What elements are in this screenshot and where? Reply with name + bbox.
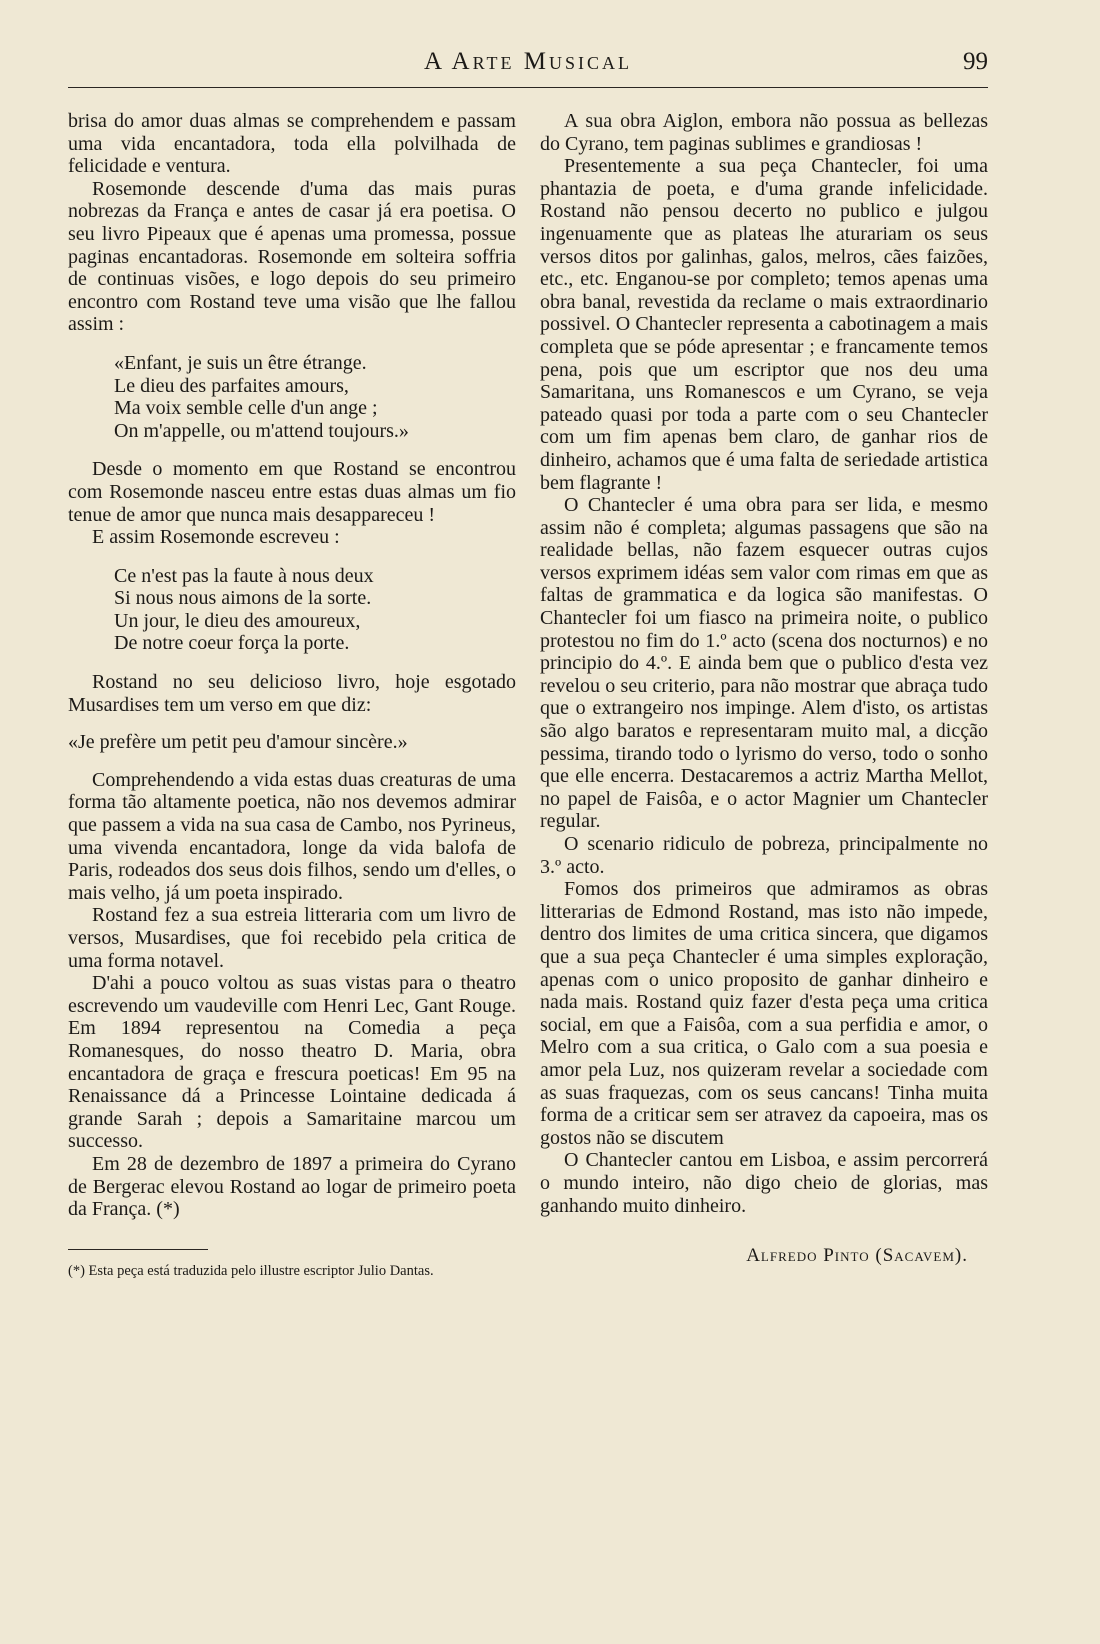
verse-line: De notre coeur força la porte. bbox=[114, 632, 350, 655]
verse-line: «Enfant, je suis un être étrange. bbox=[114, 351, 367, 374]
paragraph: Comprehendendo a vida estas duas creaturas de uma forma tão altamente poetica, não nos devemos admirar que passem a vida na sua casa de Cambo, nos Pyrineus, uma vivenda encantadora, longe da vida balofa de Paris, rodeados dos seus dois filhos, sendo um d'elles, o mais velho, já um poeta inspirado. bbox=[68, 768, 516, 904]
paragraph: A sua obra Aiglon, embora não possua as bellezas do Cyrano, tem paginas sublimes e grandiosas ! bbox=[540, 110, 988, 155]
header-rule bbox=[68, 87, 988, 88]
paragraph: Rostand no seu delicioso livro, hoje esgotado Musardises tem um verso em que diz: bbox=[68, 671, 516, 716]
quote-line: «Je prefère um petit peu d'amour sincère.» bbox=[68, 731, 408, 754]
paragraph: O Chantecler cantou em Lisboa, e assim percorrerá o mundo inteiro, não digo cheio de glorias, mas ganhando muito dinheiro. bbox=[540, 1149, 988, 1217]
paragraph: Fomos dos primeiros que admiramos as obras litterarias de Edmond Rostand, mas isto não impede, dentro dos limites de uma critica sincera, que digamos que a sua peça Chantecler é uma simples exploração, apenas com o unico proposito de ganhar dinheiro e nada mais. Rostand quiz fazer d'esta peça uma critica social, em que a Faisôa, com a sua perfidia e amor, o Melro com a sua critica, o Galo com a sua poesia e amor pela Luz, nos quizeram revelar a sociedade com as suas fraquezas, com os seus cancans! Tinha muita forma de a criticar sem ser atravez da capoeira, mas os gostos não se discutem bbox=[540, 878, 988, 1149]
paragraph: D'ahi a pouco voltou as suas vistas para o theatro escrevendo um vaudeville com Henri Lec, Gant Rouge. Em 1894 representou na Comedia a peça Romanesques, do nosso theatro D. Maria, obra encantadora de graça e frescura poeticas! Em 95 na Renaissance dá a Princesse Lointaine dedicada á grande Sarah ; depois a Samaritaine marcou um successo. bbox=[68, 972, 516, 1153]
paragraph: Presentemente a sua peça Chantecler, foi uma phantazia de poeta, e d'uma grande infelicidade. Rostand não pensou decerto no publico e julgou ingenuamente que as plateas lhe aturariam os seus versos ditos por galinhas, galos, melros, cães faizões, etc., etc. Enganou-se por completo; temos apenas uma obra banal, revestida da reclame o mais extraordinario possivel. O Chantecler representa a cabotinagem a mais completa que se póde apresentar ; e francamente temos pena, pois que um escriptor que nos deu uma Samaritana, uns Romanescos e um Cyrano, se veja pateado quasi por toda a parte com o seu Chantecler com um fim apenas bem claro, de ganhar rios de dinheiro, achamos que é uma falta de seriedade artistica bem flagrante ! bbox=[540, 155, 988, 494]
verse-line: Ce n'est pas la faute à nous deux bbox=[114, 564, 374, 587]
verse-line: Si nous nous aimons de la sorte. bbox=[114, 587, 372, 610]
paragraph: brisa do amor duas almas se comprehendem e passam uma vida encantadora, toda ella polvilhada de felicidade e ventura. bbox=[68, 110, 516, 178]
verse-line: On m'appelle, ou m'attend toujours.» bbox=[114, 419, 409, 442]
paragraph: O scenario ridiculo de pobreza, principalmente no 3.º acto. bbox=[540, 833, 988, 878]
right-column bbox=[540, 110, 988, 1268]
left-column bbox=[68, 110, 516, 1280]
verse-line: Ma voix semble celle d'un ange ; bbox=[114, 397, 378, 420]
paragraph: O Chantecler é uma obra para ser lida, e mesmo assim não é completa; algumas passagens que são na realidade bellas, não fazem esquecer outras cujos versos exprimem idéas sem valor com rimas em que as faltas de grammatica e da logica são manifestas. O Chantecler foi um fiasco na primeira noite, o publico protestou no fim do 1.º acto (scena dos nocturnos) e no principio do 4.º. E ainda bem que o publico d'esta vez revelou o seu criterio, para não mostrar que abraça tudo que o extrangeiro nos impinge. Alem d'isto, os artistas são algo baratos e representaram muito mal, a dicção pessima, tirando todo o lyrismo do verso, todo o sonho que elle encerra. Destacaremos a actriz Martha Mellot, no papel de Faisôa, e o actor Magnier um Chantecler regular. bbox=[540, 494, 988, 833]
paragraph: Rostand fez a sua estreia litteraria com um livro de versos, Musardises, que foi recebido pela critica de uma forma notavel. bbox=[68, 904, 516, 972]
verse-quote bbox=[114, 352, 516, 442]
page-header bbox=[68, 40, 988, 80]
paragraph: Em 28 de dezembro de 1897 a primeira do Cyrano de Bergerac elevou Rostand ao logar de primeiro poeta da França. (*) bbox=[68, 1152, 516, 1221]
page-number: 99 bbox=[963, 48, 988, 75]
running-title: A Arte Musical bbox=[424, 48, 632, 75]
verse-quote bbox=[114, 565, 516, 655]
author-signature: Alfredo Pinto (Sacavem). bbox=[746, 1245, 968, 1267]
footnote: (*) Esta peça está traduzida pelo illustre escriptor Julio Dantas. bbox=[68, 1262, 434, 1279]
footnote-rule bbox=[68, 1249, 208, 1250]
paragraph: E assim Rosemonde escreveu : bbox=[92, 526, 340, 549]
verse-line: Le dieu des parfaites amours, bbox=[114, 374, 349, 397]
paragraph: Rosemonde descende d'uma das mais puras nobrezas da França e antes de casar já era poetisa. O seu livro Pipeaux que é apenas uma promessa, possue paginas encantadoras. Rosemonde em solteira soffria de continuas visões, e logo depois do seu primeiro encontro com Rostand teve uma visão que lhe fallou assim : bbox=[68, 177, 516, 336]
paragraph: Desde o momento em que Rostand se encontrou com Rosemonde nasceu entre estas duas almas um fio tenue de amor que nunca mais desappareceu ! bbox=[68, 458, 516, 526]
verse-line: Un jour, le dieu des amoureux, bbox=[114, 609, 361, 632]
